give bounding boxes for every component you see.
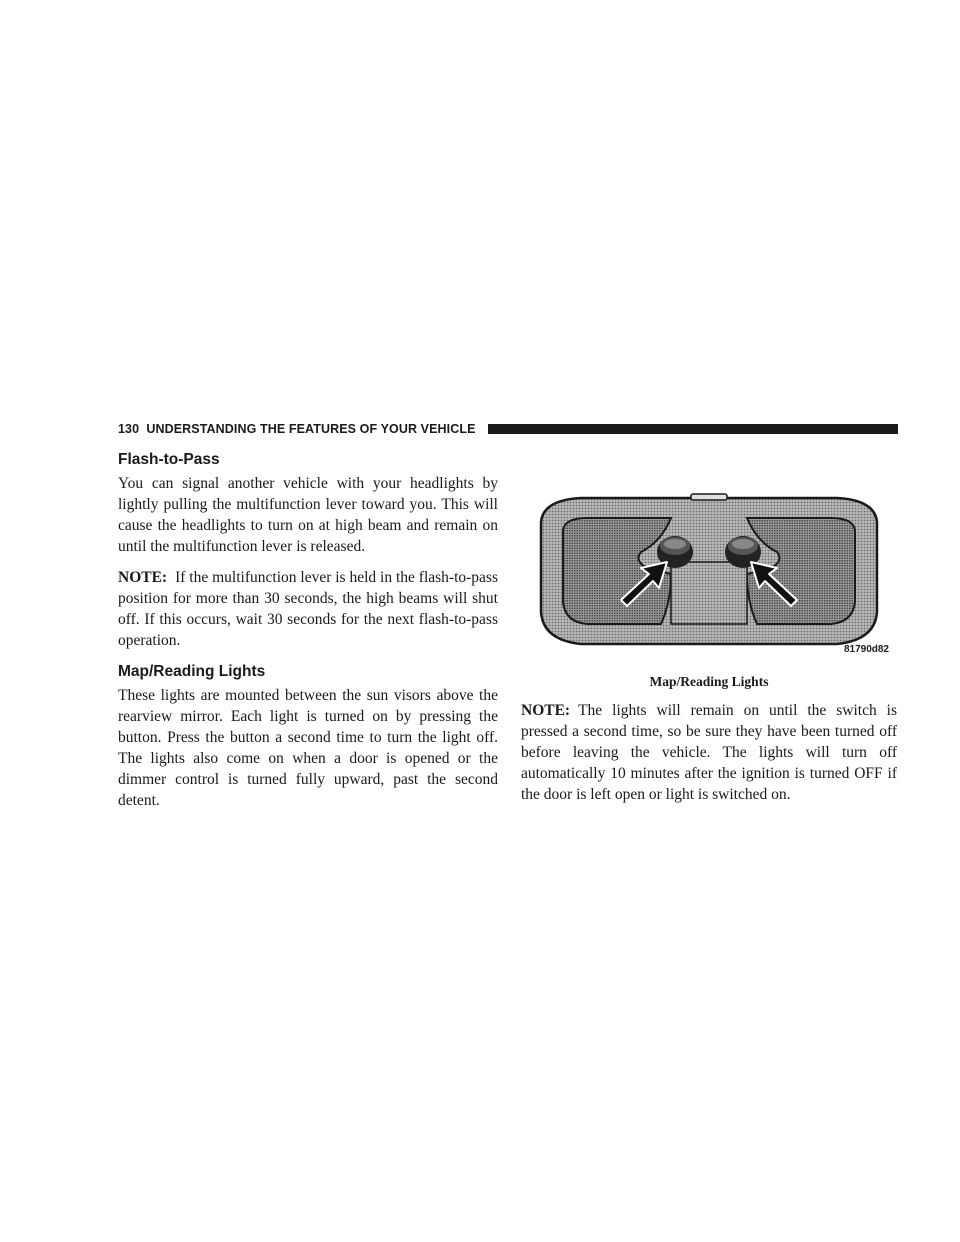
page-header-text [118, 421, 476, 437]
note-label: NOTE: [118, 569, 168, 586]
left-column [118, 450, 498, 811]
map-reading-note [521, 700, 897, 805]
note-label: NOTE: [521, 702, 571, 719]
page-header [118, 421, 898, 437]
map-reading-lights-figure [521, 492, 897, 689]
flash-to-pass-body: You can signal another vehicle with your headlights by lightly pulling the multifunction lever toward you. This will cause the headlights to turn on at high beam and remain on until the multifunction lever is released. [118, 475, 498, 555]
right-column [521, 700, 897, 805]
figure-code: 81790d82 [843, 644, 889, 655]
note-text: If the multifunction lever is held in the flash-to-pass position for more than 30 seconds, the high beams will shut off. If this occurs, wait 30 seconds for the next flash-to-pass operation. [118, 569, 498, 649]
flash-to-pass-note [118, 567, 498, 651]
map-reading-body: These lights are mounted between the sun visors above the rearview mirror. Each light is turned on by pressing the button. Press the button a second time to turn the light off. The lights also come on when a door is opened or the dimmer control is turned fully upward, past the second detent. [118, 687, 498, 809]
flash-to-pass-heading: Flash-to-Pass [118, 451, 220, 468]
note-text: The lights will remain on until the switch is pressed a second time, so be sure they have been turned off before leaving the vehicle. The lights will turn off automatically 10 minutes after the ignition is turned OFF if the door is left open or light is switched on. [521, 702, 897, 803]
overhead-console-illustration [521, 492, 897, 672]
header-rule [488, 424, 898, 434]
page-number: 130 [118, 422, 140, 436]
figure-caption: Map/Reading Lights [649, 674, 769, 689]
running-title: UNDERSTANDING THE FEATURES OF YOUR VEHICLE [146, 422, 476, 436]
map-reading-heading: Map/Reading Lights [118, 663, 266, 680]
